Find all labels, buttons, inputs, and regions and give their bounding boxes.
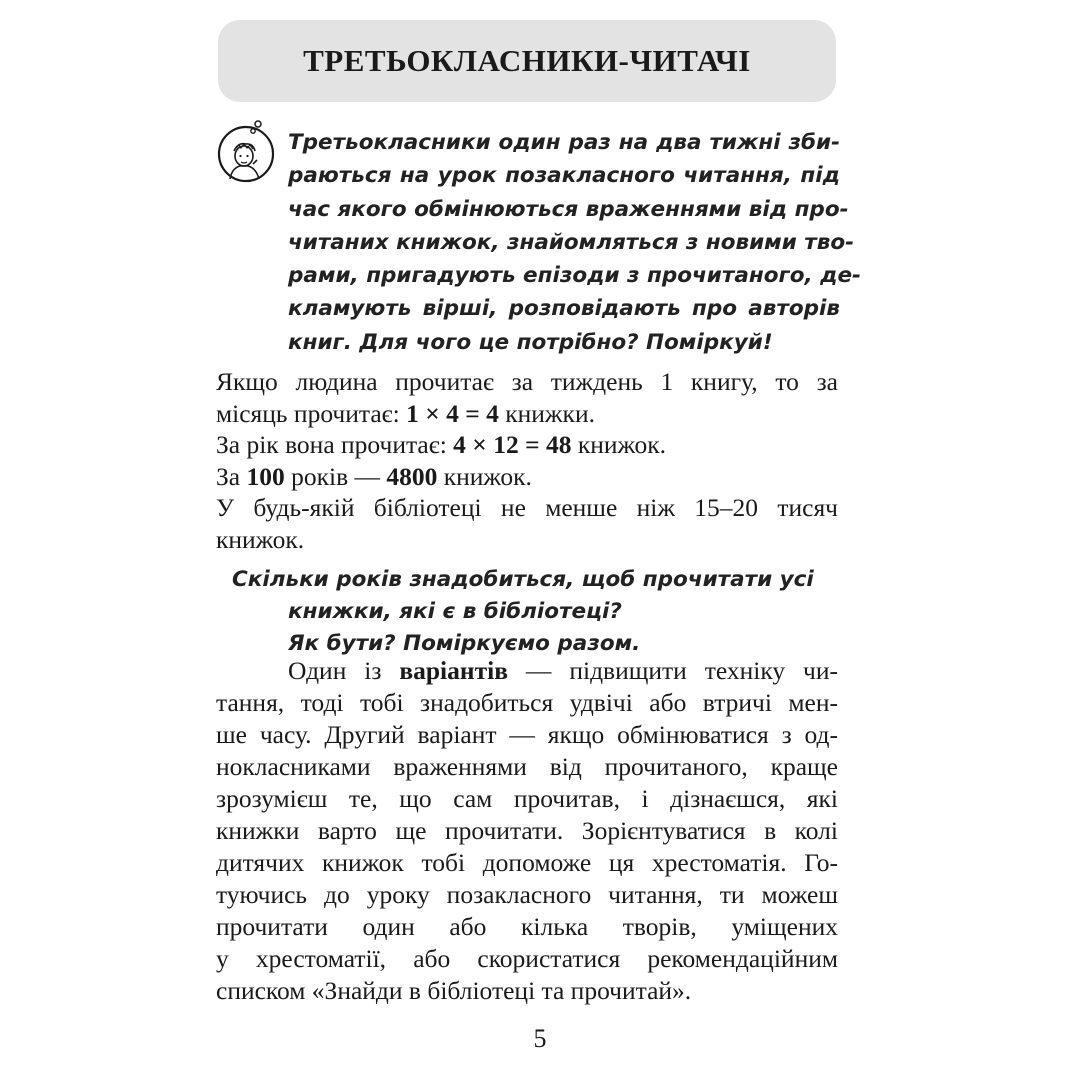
calc-line: Якщо людина прочитає за тиждень 1 книгу, то за (216, 367, 838, 396)
calc-text: місяць прочитає: (216, 398, 407, 428)
intro-line: раються на урок позакласного читання, під (288, 163, 840, 189)
thinking-boy-icon (216, 118, 276, 184)
intro-line: читаних книжок, знайомляться з новими тво- (288, 229, 855, 255)
calc-text: книжок. (571, 430, 667, 460)
calc-text: книжки. (498, 398, 595, 428)
paragraph-line: туючись до уроку позакласного читання, ти можеш (216, 880, 838, 909)
main-paragraph (216, 655, 838, 1007)
intro-line: рами, пригадують епізоди з прочитаного, де- (288, 263, 861, 289)
page-title: ТРЕТЬОКЛАСНИКИ-ЧИТАЧІ (303, 43, 751, 78)
calc-text: За (216, 461, 247, 491)
calc-text: років — (284, 461, 387, 491)
question-block (232, 564, 840, 660)
intro-paragraph (288, 126, 861, 359)
paragraph-line: прочитати один або кілька творів, уміщених (216, 912, 838, 941)
intro-line: кламують вірші, розповідають про авторів (288, 296, 840, 322)
calc-text: книжок. (437, 461, 532, 491)
paragraph-line: дитячих книжок тобі допоможе ця хрестоматія. Го- (216, 848, 838, 877)
calc-formula: 1 × 4 = 4 (406, 398, 499, 428)
paragraph-line: у хрестоматії, або скористатися рекомендаційним (216, 944, 838, 973)
paragraph-line: книжки варто ще прочитати. Зорієнтуватися в колі (216, 816, 838, 845)
paragraph-line: ше часу. Другий варіант — якщо обмінюватися з од- (216, 720, 838, 749)
question-line: Скільки років знадобиться, щоб прочитати усі (232, 567, 814, 592)
calc-line (216, 429, 838, 461)
paragraph-line: списком «Знайди в бібліотеці та прочитай». (216, 976, 692, 1005)
calc-line (216, 398, 838, 430)
intro-line: час якого обмінюються враженнями від про- (288, 196, 849, 222)
calc-formula: 4 × 12 = 48 (453, 430, 572, 460)
calc-text: За рік вона прочитає: (216, 430, 454, 460)
calc-line (216, 461, 838, 493)
calc-line: У будь-якій бібліотеці не менше ніж 15–20 тисяч (216, 493, 838, 523)
intro-line: Третьокласники один раз на два тижні зби- (288, 130, 840, 155)
calc-number: 100 (246, 461, 285, 491)
question-line: Як бути? Поміркуємо разом. (288, 631, 641, 656)
intro-line: книг. Для чого це потрібно? Поміркуй! (288, 329, 773, 355)
paragraph-line: зрозумієш те, що сам прочитав, і дізнаєшся, які (216, 784, 838, 813)
page-number: 5 (533, 1024, 547, 1053)
paragraph-text: — підвищити техніку чи- (507, 656, 838, 685)
paragraph-bold: варіантів (399, 656, 508, 685)
paragraph-line: нокласниками враженнями від прочитаного, краще (216, 752, 838, 781)
title-banner (218, 20, 836, 102)
calc-line: книжок. (216, 524, 305, 554)
paragraph-line: тання, тоді тобі знадобиться удвічі або втричі мен- (216, 688, 838, 717)
calc-number: 4800 (386, 461, 438, 491)
question-line: книжки, які є в бібліотеці? (288, 599, 622, 624)
calculation-block (216, 366, 838, 556)
paragraph-text: Один із (288, 656, 400, 685)
paragraph-line (216, 655, 838, 687)
